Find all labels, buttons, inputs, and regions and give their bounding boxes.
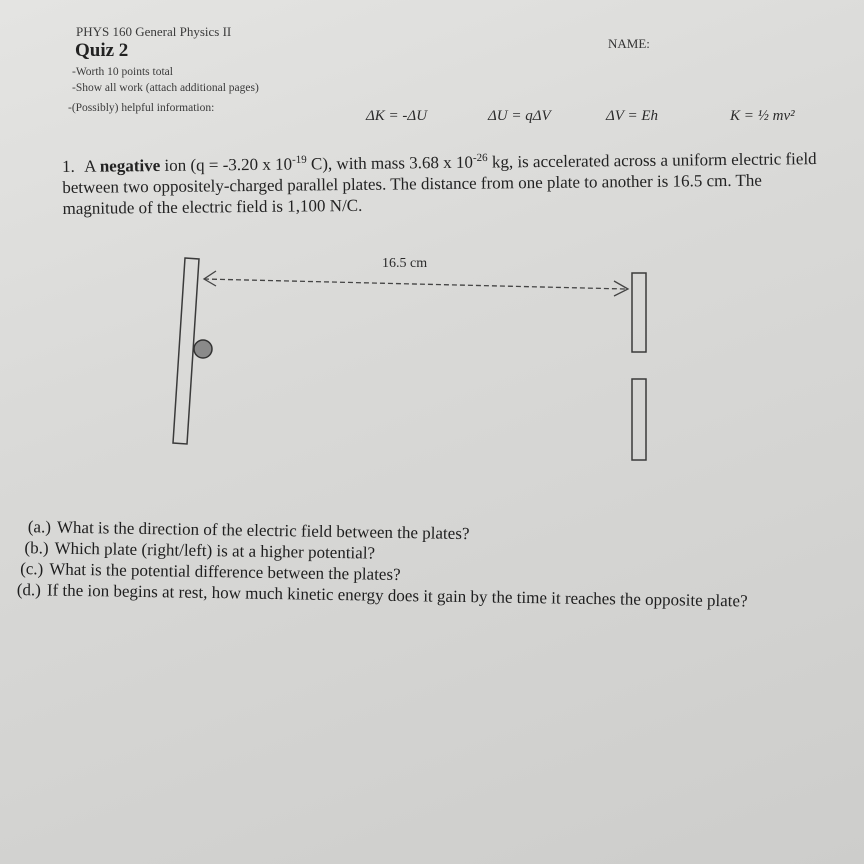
note-helpful-info: -(Possibly) helpful information: <box>68 102 215 114</box>
problem-text-c: C), with mass 3.68 x 10 <box>310 152 474 174</box>
formula-kinetic-energy: K = ½ mv² <box>730 108 795 124</box>
note-points: -Worth 10 points total <box>72 66 173 78</box>
formula-potential-difference: ΔV = Eh <box>606 108 658 124</box>
right-plate-bottom <box>632 379 646 460</box>
distance-label: 16.5 cm <box>382 256 428 271</box>
formula-energy-conservation: ΔK = -ΔU <box>366 108 428 124</box>
problem-text-d: kg, is accelerated across a uniform electric field between two oppositely-charged parallel plates. The distance from one plate to another is 16.5 cm. The magnitude of the electric field is 1,100 N/C. <box>62 149 817 218</box>
mass-exponent: -26 <box>472 151 488 165</box>
question-tag: (a.) <box>27 517 52 537</box>
problem-number: 1. <box>62 156 75 176</box>
problem-text-bold: negative <box>99 155 161 176</box>
distance-arrow-left <box>204 271 216 286</box>
question-text: If the ion begins at rest, how much kinetic energy does it gain by the time it reaches the opposite plate? <box>46 580 748 611</box>
question-list <box>17 516 838 613</box>
negative-ion <box>194 340 212 358</box>
question-tag: (d.) <box>16 579 42 600</box>
question-text: Which plate (right/left) is at a higher potential? <box>54 538 376 563</box>
problem-text-a: A <box>84 156 96 176</box>
right-plate-top <box>632 273 646 352</box>
question-tag: (c.) <box>20 559 44 579</box>
note-show-work: -Show all work (attach additional pages) <box>72 82 259 94</box>
question-tag: (b.) <box>24 538 49 558</box>
question-text: What is the direction of the electric field between the plates? <box>56 517 470 544</box>
distance-line <box>204 279 626 289</box>
problem-text-b: ion (q = -3.20 x 10 <box>164 154 293 175</box>
course-title: PHYS 160 General Physics II <box>76 24 232 39</box>
formula-potential-energy: ΔU = qΔV <box>488 108 551 124</box>
quiz-title: Quiz 2 <box>75 40 129 61</box>
name-label: NAME: <box>608 36 650 51</box>
question-text: What is the potential difference between the plates? <box>49 559 401 585</box>
charge-exponent: -19 <box>291 153 307 166</box>
